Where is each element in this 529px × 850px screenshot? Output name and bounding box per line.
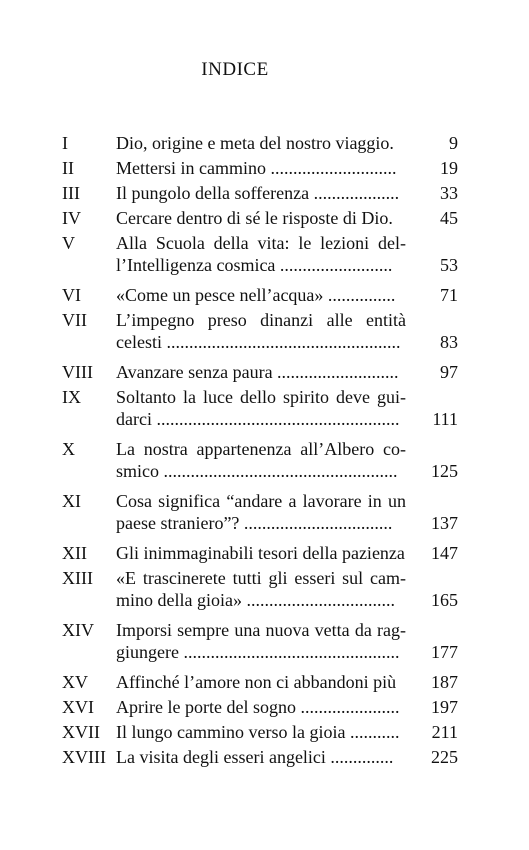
- chapter-number: XVI: [62, 697, 94, 717]
- toc-entry: [62, 490, 460, 534]
- chapter-title-line: Affinché l’amore non ci abbandoni più: [116, 672, 397, 692]
- page-number: 147: [431, 543, 458, 563]
- chapter-title: [116, 746, 406, 768]
- chapter-title-line: smico ....................................................: [116, 461, 398, 481]
- chapter-title-line: Cercare dentro di sé le risposte di Dio.: [116, 208, 393, 228]
- chapter-number: XI: [62, 491, 81, 511]
- toc-entry: [62, 721, 460, 743]
- toc-entry: [62, 284, 460, 306]
- chapter-title-line: Cosa significa “andare a lavorare in un: [116, 491, 406, 511]
- chapter-title: [116, 361, 406, 383]
- toc-entry: [62, 438, 460, 482]
- chapter-number: III: [62, 183, 80, 203]
- toc-entry: [62, 182, 460, 204]
- page-number: 225: [431, 747, 458, 767]
- page-number: 137: [431, 513, 458, 533]
- chapter-number: XV: [62, 672, 88, 692]
- page-number: 177: [431, 642, 458, 662]
- chapter-title-line: Aprire le porte del sogno ......................: [116, 697, 400, 717]
- page-number: 211: [431, 722, 458, 742]
- chapter-number: IX: [62, 387, 81, 407]
- toc-entry: [62, 746, 460, 768]
- chapter-number: XIV: [62, 620, 94, 640]
- chapter-title-line: Avanzare senza paura ...........................: [116, 362, 399, 382]
- chapter-title: [116, 207, 406, 229]
- toc-entry: [62, 157, 460, 179]
- page-number: 71: [440, 285, 458, 305]
- chapter-number: VI: [62, 285, 81, 305]
- toc-entry: [62, 309, 460, 353]
- page-number: 111: [432, 409, 458, 429]
- toc-entry: [62, 232, 460, 276]
- page-number: 187: [431, 672, 458, 692]
- chapter-number: I: [62, 133, 68, 153]
- chapter-title-line: Soltanto la luce dello spirito deve gui-: [116, 387, 406, 407]
- toc-entry: [62, 542, 460, 564]
- chapter-title-line: Alla Scuola della vita: le lezioni del-: [116, 233, 406, 253]
- chapter-title-line: giungere ................................................: [116, 642, 400, 662]
- chapter-title: [116, 619, 406, 663]
- chapter-number: VIII: [62, 362, 93, 382]
- chapter-title: [116, 438, 406, 482]
- page-number: 97: [440, 362, 458, 382]
- chapter-title: [116, 671, 406, 693]
- chapter-number: V: [62, 233, 75, 253]
- chapter-title-line: l’Intelligenza cosmica .........................: [116, 255, 393, 275]
- page-number: 9: [449, 133, 458, 153]
- chapter-title-line: «E trascinerete tutti gli esseri sul cam-: [116, 568, 406, 588]
- chapter-title-line: mino della gioia» .................................: [116, 590, 395, 610]
- chapter-title-line: darci ......................................................: [116, 409, 400, 429]
- chapter-title: [116, 386, 406, 430]
- toc-entry: [62, 671, 460, 693]
- chapter-number: XIII: [62, 568, 93, 588]
- toc-entry: [62, 696, 460, 718]
- chapter-number: XII: [62, 543, 87, 563]
- chapter-title-line: L’impegno preso dinanzi alle entità: [116, 310, 406, 330]
- chapter-title: [116, 182, 406, 204]
- chapter-title-line: «Come un pesce nell’acqua» ...............: [116, 285, 396, 305]
- chapter-title-line: Imporsi sempre una nuova vetta da rag-: [116, 620, 406, 640]
- chapter-title: [116, 309, 406, 353]
- page-number: 197: [431, 697, 458, 717]
- chapter-number: II: [62, 158, 74, 178]
- chapter-title-line: Mettersi in cammino ............................: [116, 158, 397, 178]
- chapter-number: IV: [62, 208, 81, 228]
- page-number: 45: [440, 208, 458, 228]
- toc-entry: [62, 386, 460, 430]
- chapter-title: [116, 696, 406, 718]
- chapter-title: [116, 157, 406, 179]
- chapter-title: [116, 567, 406, 611]
- chapter-title-line: Dio, origine e meta del nostro viaggio.: [116, 133, 394, 153]
- chapter-title-line: celesti ....................................................: [116, 332, 401, 352]
- page-number: 125: [431, 461, 458, 481]
- chapter-title: [116, 542, 406, 564]
- page-number: 165: [431, 590, 458, 610]
- page-number: 19: [440, 158, 458, 178]
- page-number: 33: [440, 183, 458, 203]
- chapter-title-line: paese straniero”? .................................: [116, 513, 393, 533]
- page-title: INDICE: [201, 59, 269, 80]
- toc-entry: [62, 132, 460, 154]
- toc-entry: [62, 567, 460, 611]
- chapter-title-line: La nostra appartenenza all’Albero co-: [116, 439, 406, 459]
- chapter-title: [116, 284, 406, 306]
- chapter-title: [116, 132, 406, 154]
- page-number: 53: [440, 255, 458, 275]
- chapter-title: [116, 721, 406, 743]
- chapter-number: VII: [62, 310, 87, 330]
- chapter-number: XVII: [62, 722, 100, 742]
- chapter-number: XVIII: [62, 747, 106, 767]
- page-number: 83: [440, 332, 458, 352]
- chapter-number: X: [62, 439, 75, 459]
- chapter-title: [116, 490, 406, 534]
- chapter-title-line: Gli inimmaginabili tesori della pazienza: [116, 543, 405, 563]
- chapter-title-line: Il lungo cammino verso la gioia ...........: [116, 722, 400, 742]
- chapter-title: [116, 232, 406, 276]
- toc-entry: [62, 207, 460, 229]
- chapter-title-line: La visita degli esseri angelici ..............: [116, 747, 394, 767]
- chapter-title-line: Il pungolo della sofferenza ...................: [116, 183, 400, 203]
- toc-entry: [62, 361, 460, 383]
- table-of-contents: [62, 132, 460, 771]
- toc-entry: [62, 619, 460, 663]
